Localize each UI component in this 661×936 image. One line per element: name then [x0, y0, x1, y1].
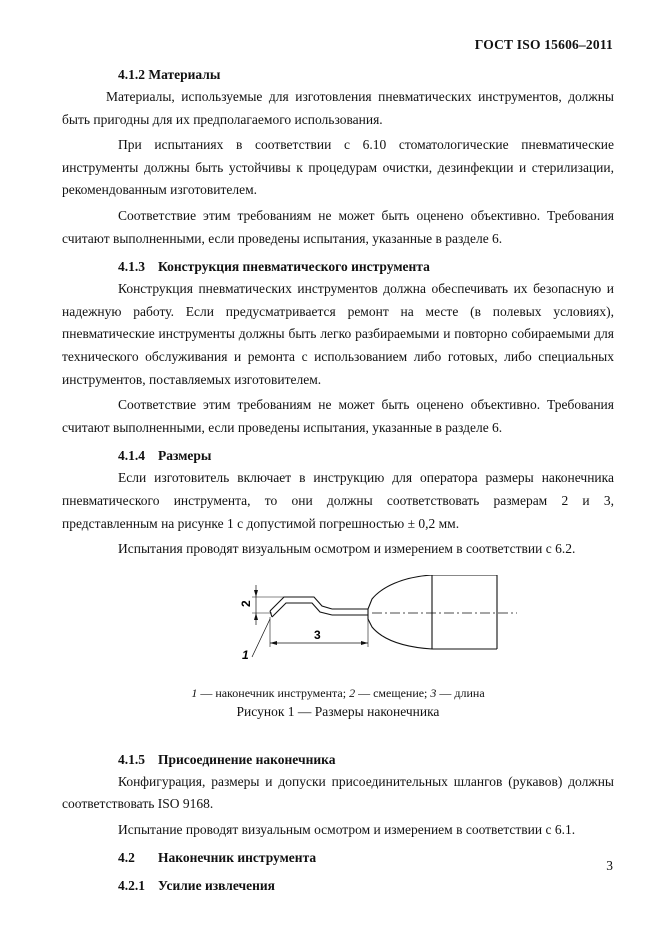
page-content — [62, 64, 614, 897]
paragraph: Соответствие этим требованиям не может быть оценено объективно. Требования считают выполненными, если проведены испытания, указанные в разделе 6. — [62, 207, 614, 246]
leader-line-1 — [252, 619, 270, 657]
figure-label-2: 2 — [239, 600, 253, 607]
paragraph: Если изготовитель включает в инструкцию для оператора размеры наконечника пневматического инструмента, то они должны соответствовать размерам 2 и 3, представленным на рисунке 1 с допустимой погрешностью ± 0,2 мм. — [62, 470, 614, 531]
figure-1-drawing — [62, 575, 614, 685]
heading-4-1-3: 4.1.3 Конструкция пневматического инструмента — [118, 259, 430, 275]
heading-4-2: 4.2 Наконечник инструмента — [118, 850, 317, 866]
heading-4-1-5: 4.1.5 Присоединение наконечника — [118, 751, 336, 767]
paragraph: При испытаниях в соответствии с 6.10 стоматологические пневматические инструменты должны быть устойчивы к процедурам очистки, дезинфекции и стерилизации, рекомендованным изготовителем. — [62, 137, 614, 198]
heading-4-1-4: 4.1.4 Размеры — [118, 448, 212, 464]
tip-upper — [270, 597, 332, 611]
figure-legend: 1 –– наконечник инструмента; 2 — смещение; 3 — длина — [191, 685, 485, 700]
tip-lower — [272, 603, 332, 617]
document-header: ГОСТ ISO 15606–2011 — [474, 37, 613, 52]
figure-title: Рисунок 1 — Размеры наконечника — [236, 703, 440, 719]
figure-label-3: 3 — [314, 627, 321, 642]
page-number: 3 — [606, 858, 613, 873]
paragraph: Материалы, используемые для изготовления пневматических инструментов, должны быть пригодны для их предполагаемого использования. — [62, 89, 614, 127]
handpiece-tip-diagram — [232, 575, 522, 685]
heading-4-1-2: 4.1.2 Материалы — [118, 67, 221, 82]
figure-label-1: 1 — [242, 647, 249, 662]
handpiece-body — [432, 575, 497, 649]
paragraph: Испытания проводят визуальным осмотром и измерением в соответствии с 6.2. — [118, 541, 576, 557]
paragraph: Соответствие этим требованиям не может быть оценено объективно. Требования считают выполненными, если проведены испытания, указанные в разделе 6. — [62, 397, 614, 435]
cone-nose — [368, 575, 432, 649]
paragraph: Конфигурация, размеры и допуски присоединительных шлангов (рукавов) должны соответствовать ISO 9168. — [62, 773, 614, 812]
heading-4-2-1: 4.2.1 Усилие извлечения — [118, 878, 275, 894]
paragraph: Конструкция пневматических инструментов должна обеспечивать их безопасную и надежную работу. Если предусматривается ремонт на месте (в полевых условиях), пневматические инструменты должны быть легко разбираемыми и повторно собираемыми для технического обслуживания и ремонта с использованием либо готовых, либо специальных инструментов, поставляемых изготовителем. — [62, 281, 614, 387]
paragraph: Испытание проводят визуальным осмотром и измерением в соответствии с 6.1. — [118, 821, 576, 837]
